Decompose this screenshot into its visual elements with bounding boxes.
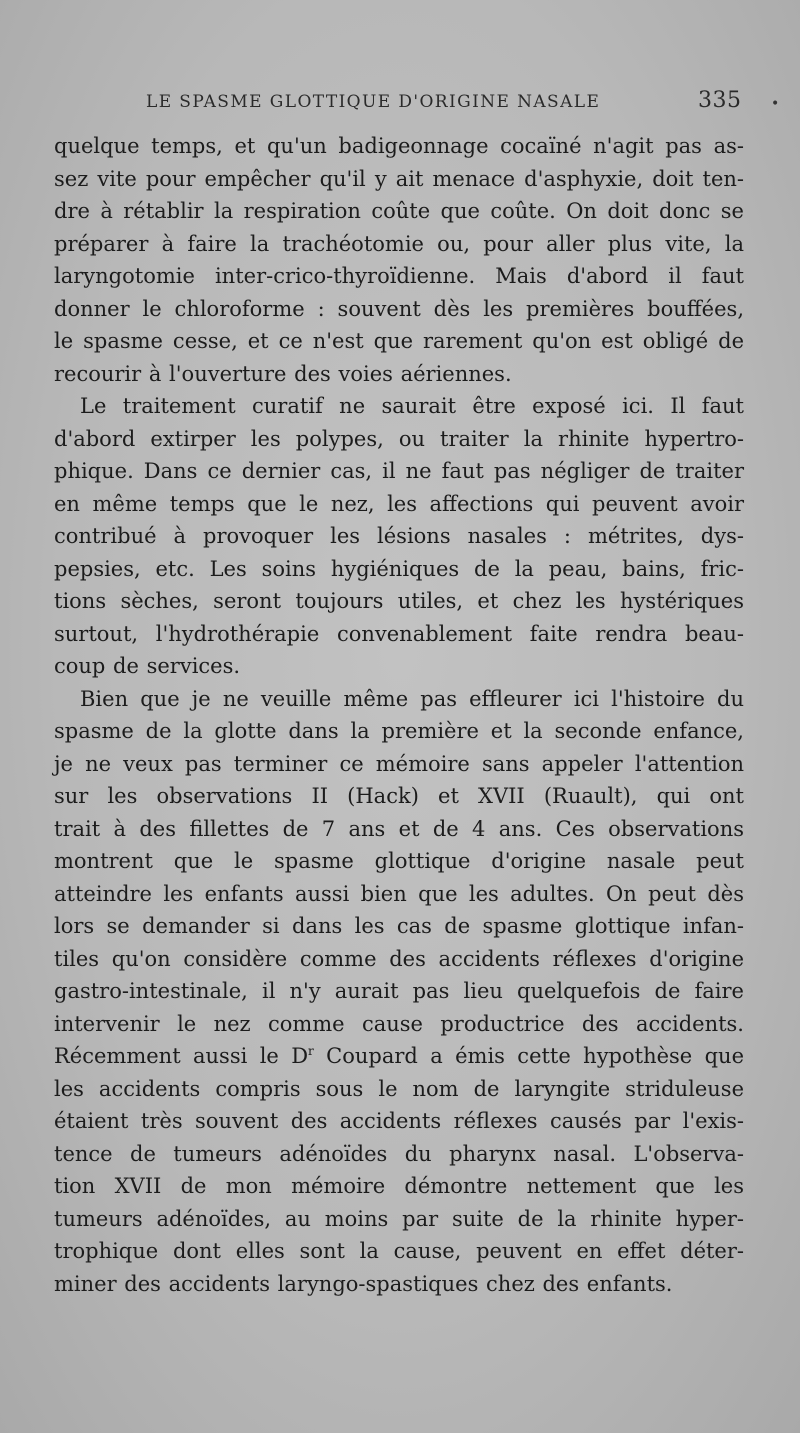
text-line: pepsies, etc. Les soins hygiéniques de la peau, bains, fric- — [54, 556, 744, 581]
line-segment: Récemment aussi le D — [54, 1044, 309, 1068]
text-line: sez vite pour empêcher qu'il y ait menace d'asphyxie, doit ten- — [54, 166, 744, 191]
line-segment: Coupard a émis cette hypothèse que — [313, 1044, 744, 1068]
running-title: LE SPASME GLOTTIQUE D'ORIGINE NASALE — [146, 92, 601, 112]
edge-mark: • — [771, 96, 781, 112]
paragraph-end-line: miner des accidents laryngo-spastiques chez des enfants. — [54, 1271, 673, 1296]
text-line: tion XVII de mon mémoire démontre nettement que les — [54, 1174, 744, 1198]
text-line: donner le chloroforme : souvent dès les premières bouffées, — [54, 296, 744, 321]
superscript: r — [308, 1044, 314, 1058]
text-line: je ne veux pas terminer ce mémoire sans appeler l'attention — [54, 751, 744, 776]
text-line: tiles qu'on considère comme des accidents réflexes d'origine — [54, 946, 744, 971]
paragraph-end-line: coup de services. — [54, 654, 241, 678]
text-line: phique. Dans ce dernier cas, il ne faut pas négliger de traiter — [54, 459, 744, 483]
paragraph-start-line: Bien que je ne veuille même pas effleurer ici l'histoire du — [80, 686, 744, 711]
body-text — [54, 130, 744, 1300]
text-line: les accidents compris sous le nom de laryngite striduleuse — [54, 1076, 744, 1101]
text-line: tence de tumeurs adénoïdes du pharynx nasal. L'observa- — [54, 1141, 744, 1166]
text-line: sur les observations II (Hack) et XVII (Ruault), qui ont — [54, 784, 744, 808]
text-line: laryngotomie inter-crico-thyroïdienne. Mais d'abord il faut — [54, 264, 744, 288]
text-line: intervenir le nez comme cause productrice des accidents. — [54, 1011, 744, 1036]
text-line: contribué à provoquer les lésions nasales : métrites, dys- — [54, 524, 744, 548]
text-line: préparer à faire la trachéotomie ou, pour aller plus vite, la — [54, 231, 744, 256]
text-line: montrent que le spasme glottique d'origine nasale peut — [54, 849, 744, 873]
text-line-with-superscript — [54, 1040, 744, 1073]
text-line: trait à des fillettes de 7 ans et de 4 ans. Ces observations — [54, 816, 744, 841]
paragraph-end-line: recourir à l'ouverture des voies aériennes. — [54, 361, 512, 386]
text-line: spasme de la glotte dans la première et la seconde enfance, — [54, 719, 744, 743]
text-line: tumeurs adénoïdes, au moins par suite de la rhinite hyper- — [54, 1206, 744, 1231]
text-line: dre à rétablir la respiration coûte que coûte. On doit donc se — [54, 199, 744, 223]
text-line: atteindre les enfants aussi bien que les adultes. On peut dès — [54, 881, 744, 906]
text-line: d'abord extirper les polypes, ou traiter la rhinite hypertro- — [54, 426, 744, 451]
text-line: lors se demander si dans les cas de spasme glottique infan- — [54, 914, 744, 938]
text-line: quelque temps, et qu'un badigeonnage cocaïné n'agit pas as- — [54, 134, 744, 158]
text-line: tions sèches, seront toujours utiles, et chez les hystériques — [54, 589, 744, 613]
text-line: le spasme cesse, et ce n'est que rarement qu'on est obligé de — [54, 329, 744, 353]
running-head — [146, 88, 781, 118]
paragraph-start-line: Le traitement curatif ne saurait être exposé ici. Il faut — [80, 394, 744, 418]
text-line: trophique dont elles sont la cause, peuvent en effet déter- — [54, 1239, 744, 1263]
text-line: étaient très souvent des accidents réflexes causés par l'exis- — [54, 1109, 744, 1133]
text-line: en même temps que le nez, les affections qui peuvent avoir — [54, 491, 744, 516]
text-line: gastro-intestinale, il n'y aurait pas lieu quelquefois de faire — [54, 979, 744, 1003]
page-number: 335 — [698, 88, 742, 113]
text-line: surtout, l'hydrothérapie convenablement faite rendra beau- — [54, 621, 744, 646]
